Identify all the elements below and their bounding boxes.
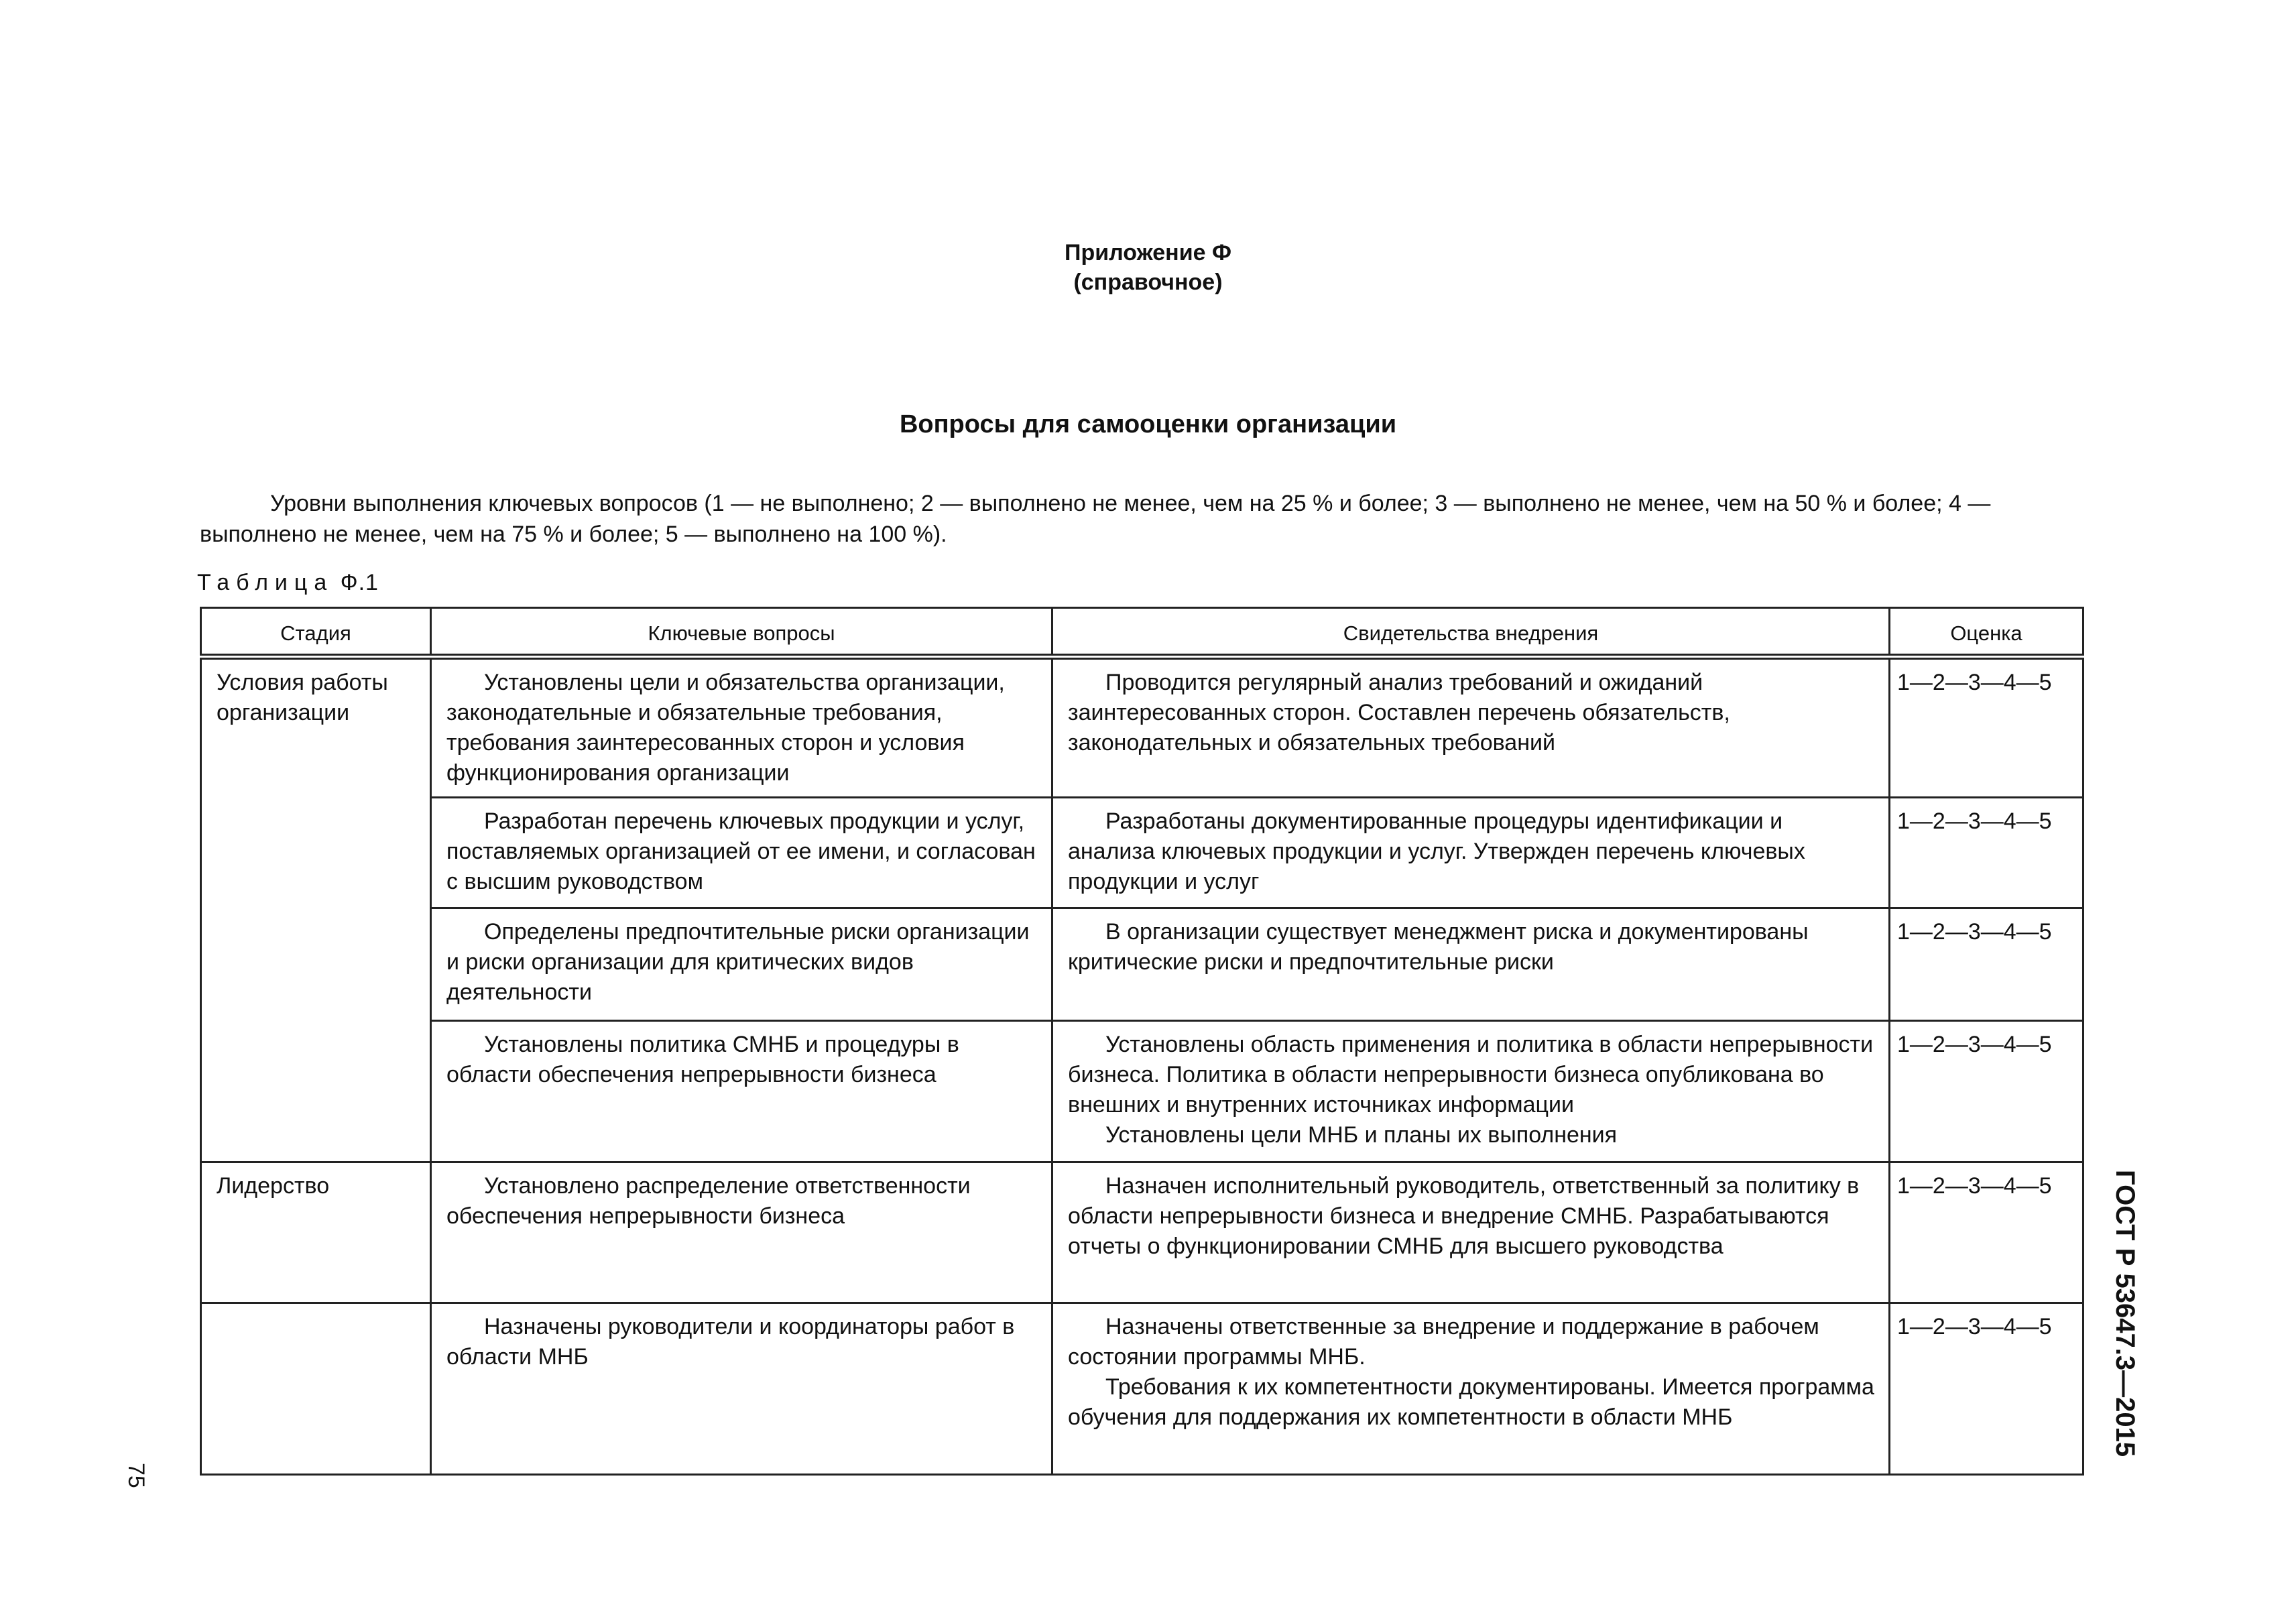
header-evidence: Свидетельства внедрения [1052, 608, 1890, 657]
evidence-text: Разработаны документированные процедуры идентификации и анализа ключевых продукции и услуг. Утвержден перечень ключевых продукции и услуг [1068, 808, 1805, 894]
section-title: Вопросы для самооценки организации [899, 410, 1397, 438]
score-cell: 1—2—3—4—5 [1890, 798, 2083, 908]
intro-paragraph: Уровни выполнения ключевых вопросов (1 — не выполнено; 2 — выполнено не менее, чем на 25 % и более; 3 — выполнено не менее, чем на 50 % и более; 4 — выполнено не менее, чем на 75 % и более; 5 — выполнено на 100 %). [200, 491, 1991, 547]
table-label [197, 570, 379, 596]
question-text: Установлено распределение ответственности обеспечения непрерывности бизнеса [446, 1173, 971, 1229]
evidence-text: В организации существует менеджмент риска и документированы критические риски и предпочтительные риски [1068, 919, 1809, 975]
evidence-text: Назначен исполнительный руководитель, ответственный за политику в области непрерывности бизнеса и внедрение СМНБ. Разрабатываются отчеты о функционировании СМНБ для высшего руководства [1068, 1173, 1860, 1259]
table-row [201, 1303, 2083, 1475]
question-text: Установлены цели и обязательства организации, законодательные и обязательные требования, требования заинтересованных сторон и условия функционирования организации [446, 670, 1005, 786]
evidence-cell [1052, 798, 1890, 908]
question-cell [431, 657, 1052, 798]
evidence-cell [1052, 908, 1890, 1021]
evidence-text: Установлены область применения и политика в области непрерывности бизнеса. Политика в области непрерывности бизнеса опубликована во внешних и внутренних источниках информации [1068, 1032, 1874, 1118]
question-cell [431, 908, 1052, 1021]
table-header-row [201, 608, 2083, 657]
self-assessment-table [200, 607, 2084, 1476]
evidence-cell [1052, 1303, 1890, 1475]
evidence-cell [1052, 657, 1890, 798]
header-key-questions: Ключевые вопросы [431, 608, 1052, 657]
stage-cell [201, 1303, 431, 1475]
evidence-text: Проводится регулярный анализ требований и ожиданий заинтересованных сторон. Составлен перечень обязательств, законодательных и обязательных требований [1068, 670, 1730, 756]
question-text: Назначены руководители и координаторы работ в области МНБ [446, 1314, 1015, 1370]
table-row [201, 657, 2083, 798]
table-row [201, 1021, 2083, 1162]
table-row [201, 1162, 2083, 1303]
question-cell [431, 798, 1052, 908]
score-cell: 1—2—3—4—5 [1890, 657, 2083, 798]
table-label-prefix: Таблица [197, 570, 334, 595]
appendix-title: Приложение Ф [1065, 240, 1231, 265]
header-score: Оценка [1890, 608, 2083, 657]
evidence-text: Установлены цели МНБ и планы их выполнения [1105, 1122, 1618, 1148]
evidence-cell [1052, 1021, 1890, 1162]
appendix-subtitle: (справочное) [1073, 269, 1223, 295]
score-cell: 1—2—3—4—5 [1890, 1162, 2083, 1303]
question-cell [431, 1162, 1052, 1303]
document-id: ГОСТ Р 53647.3—2015 [2110, 1170, 2140, 1457]
question-text: Определены предпочтительные риски организации и риски организации для критических видов деятельности [446, 919, 1030, 1005]
page-number: 75 [123, 1463, 149, 1488]
score-cell: 1—2—3—4—5 [1890, 1303, 2083, 1475]
question-text: Разработан перечень ключевых продукции и услуг, поставляемых организацией от ее имени, и согласован с высшим руководством [446, 808, 1036, 894]
table-label-number: Ф.1 [340, 570, 379, 595]
stage-cell: Лидерство [201, 1162, 431, 1303]
question-cell [431, 1021, 1052, 1162]
appendix-heading [0, 238, 2296, 297]
stage-cell: Условия работы организации [201, 657, 431, 1162]
table-row [201, 798, 2083, 908]
header-stage: Стадия [201, 608, 431, 657]
score-cell: 1—2—3—4—5 [1890, 908, 2083, 1021]
score-cell: 1—2—3—4—5 [1890, 1021, 2083, 1162]
table-row [201, 908, 2083, 1021]
question-cell [431, 1303, 1052, 1475]
evidence-cell [1052, 1162, 1890, 1303]
evidence-text: Требования к их компетентности документированы. Имеется программа обучения для поддержания их компетентности в области МНБ [1068, 1374, 1874, 1430]
question-text: Установлены политика СМНБ и процедуры в области обеспечения непрерывности бизнеса [446, 1032, 959, 1087]
evidence-text: Назначены ответственные за внедрение и поддержание в рабочем состоянии программы МНБ. [1068, 1314, 1819, 1370]
